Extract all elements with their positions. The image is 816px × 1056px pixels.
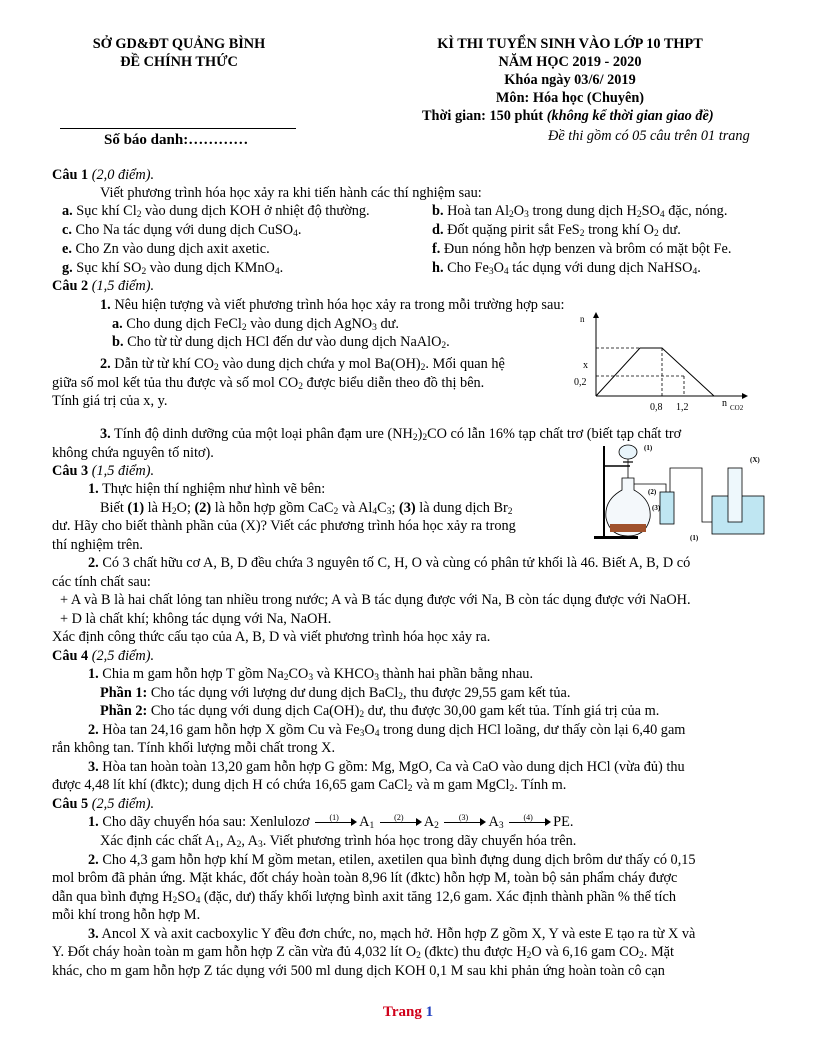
q5-part1-task: Xác định các chất $A_1$, $A_2$, $A_3$. Viết phương trình hóa học trong dãy chuyển hóa trên. [100,833,577,850]
q1-item-f: f. Đun nóng hỗn hợp benzen và brôm có mặt bột Fe. [432,241,732,257]
q4-part3-line2: được 4,48 lít khí (đktc); dung dịch H có chứa 16,65 gam CaCl$_2$ và m gam MgCl$_2$. Tính m. [52,777,567,794]
q3-part2-line4: + D là chất khí; không tác dụng với Na, NaOH. [60,611,332,627]
footer-page-word: Trang [382,1004,422,1020]
q1-item-d: d. Đốt quặng pirit sắt FeS$_2$ trong khí $O_2$ dư. [432,222,681,239]
q1-item-g: g. Sục khí $SO_2$ vào dung dịch KMnO$_4$. [62,260,284,277]
q5-heading: Câu 5 (2,5 điểm). [52,796,155,812]
q5-part2-line1: 2. Cho 4,3 gam hỗn hợp khí M gồm metan, etilen, axetilen qua bình đựng dung dịch brôm dư thấy có 0,15 [88,852,696,868]
stand-base [594,536,638,539]
q5-part1-chain: 1. Cho dãy chuyển hóa sau: Xenlulozơ (1) $A_1$ (2) $A_2$ (3) $A_3$ (4) PE. [88,813,574,831]
q1-item-h: h. Cho $Fe_3O_4$ tác dụng với dung dịch NaHSO$_4$. [432,260,701,277]
q2-part1: 1. Nêu hiện tượng và viết phương trình hóa học xảy ra trong mỗi trường hợp sau: [100,297,565,313]
q1-item-a: a. Sục khí $Cl_2$ vào dung dịch KOH ở nhiệt độ thường. [62,203,370,220]
q4-heading: Câu 4 (2,5 điểm). [52,648,155,664]
label-1: (1) [644,444,653,452]
exam-title: KÌ THI TUYỂN SINH VÀO LỚP 10 THPT [437,36,703,52]
q2-part3-line1: 3. Tính độ dinh dưỡng của một loại phân đạm ure $(NH_2)_2CO$ có lẫn 16% tạp chất trơ (biết tạp chất trơ [100,426,682,443]
chain-arrow-4: (4) [509,815,551,827]
q3-part2-line5: Xác định công thức cấu tạo của A, B, D và viết phương trình hóa học xảy ra. [52,629,491,645]
q1-item-e: e. Cho Zn vào dung dịch axit axetic. [62,241,270,257]
solid-mixture [610,524,646,532]
exam-subject: Môn: Hóa học (Chuyên) [495,90,645,106]
apparatus-figure [590,438,776,542]
graph-tick-x: x [583,360,588,371]
q4-part1-p1: Phần 1: Cho tác dụng với lượng dư dung dịch BaCl$_2$, thu được 29,55 gam kết tủa. [100,685,571,702]
chain-arrow-3: (3) [444,815,486,827]
q1-heading: Câu 1 (2,0 điểm). [52,167,155,183]
page-footer [0,1004,816,1021]
q3-part1-line2: Biết (1) là $H_2O$; (2) là hỗn hợp gồm CaC$_2$ và $Al_4C_3$; (3) là dung dịch $Br_2$ [100,500,513,517]
q3-part2-line1: 2. Có 3 chất hữu cơ A, B, D đều chứa 3 nguyên tố C, H, O và cùng có phân tử khối là 46. Biết A, B, D có [88,555,691,571]
q2-heading: Câu 2 (1,5 điểm). [52,278,155,294]
precipitate-graph [566,310,776,416]
q3-part2-line3: + A và B là hai chất lỏng tan nhiều trong nước; A và B tác dụng được với Na, B còn tác dụng được với NaOH. [60,592,691,608]
q3-part2-line2: các tính chất sau: [52,574,151,590]
q4-part2-line1: 2. Hòa tan 24,16 gam hỗn hợp X gồm Cu và $Fe_3O_4$ trong dung dịch HCl loãng, dư thấy còn lại 6,40 gam [88,722,686,739]
exam-year: NĂM HỌC 2019 - 2020 [498,54,642,70]
graph-x-label-sub: CO2 [730,404,744,412]
q2-part1-a: a. Cho dung dịch FeCl$_2$ vào dung dịch AgNO$_3$ dư. [112,316,399,333]
q5-part3-line3: khác, cho m gam hỗn hợp Z tác dụng với 500 ml dung dịch KOH 0,1 M sau khi phản ứng hoàn toàn cô cạn [52,963,665,979]
dropping-funnel [619,445,637,459]
q2-part1-b: b. Cho từ từ dung dịch HCl đến dư vào dung dịch NaAlO$_2$. [112,334,450,351]
exam-date: Khóa ngày 03/6/ 2019 [504,72,636,88]
graph-y-label: n [580,314,585,324]
wash-tube [660,492,674,524]
label-3: (3) [652,504,661,512]
graph-y-arrow [593,312,599,318]
q5-part2-line3: dẫn qua bình đựng $H_2SO_4$ (đặc, dư) thấy khối lượng bình axit tăng 12,6 gam. Xác định thành phần % thể tích [52,889,676,906]
q3-part1-line4: thí nghiệm trên. [52,537,143,553]
collection-tube [728,468,742,522]
label-x: (X) [750,456,760,464]
candidate-number: Số báo danh:………… [104,132,249,148]
graph-curve [596,348,714,396]
label-1b: (1) [690,534,699,542]
q1-intro: Viết phương trình hóa học xảy ra khi tiến hành các thí nghiệm sau: [100,185,482,201]
graph-tick-12: 1,2 [676,402,689,413]
graph-tick-02: 0,2 [574,377,587,388]
q4-part1: 1. Chia m gam hỗn hợp T gồm $Na_2CO_3$ và $KHCO_3$ thành hai phần bằng nhau. [88,666,534,683]
q2-part2-line3: Tính giá trị của x, y. [52,393,168,409]
chain-arrow-1: (1) [315,815,357,827]
label-2: (2) [648,488,657,496]
graph-x-arrow [742,393,748,399]
q3-part1: 1. Thực hiện thí nghiệm như hình vẽ bên: [88,481,326,497]
graph-x-label: n [722,398,727,409]
q3-part1-line3: dư. Hãy cho biết thành phần của (X)? Viết các phương trình hóa học xảy ra trong [52,518,516,534]
q1-item-c: c. Cho Na tác dụng với dung dịch CuSO$_4$. [62,222,302,239]
q2-part3-line2: không chứa nguyên tố nitơ). [52,445,214,461]
page-count-note: Đề thi gồm có 05 câu trên 01 trang [548,128,750,144]
q5-part2-line4: mỗi khí trong hỗn hợp M. [52,907,201,923]
exam-time: Thời gian: 150 phút (không kể thời gian giao đề) [422,108,714,124]
q3-heading: Câu 3 (1,5 điểm). [52,463,155,479]
footer-page-number: 1 [425,1004,434,1020]
chain-arrow-2: (2) [380,815,422,827]
q5-part2-line2: mol brôm đã phản ứng. Mặt khác, đốt cháy hoàn toàn 8,96 lít (đktc) hỗn hợp M, toàn bộ sản phẩm cháy được [52,870,678,886]
org-name: SỞ GD&ĐT QUẢNG BÌNH [92,36,266,52]
q5-part3-line2: Y. Đốt cháy hoàn toàn m gam hỗn hợp Z cần vừa đủ 4,032 lít $O_2$ (đktc) thu được $H_2O$ và 6,16 gam $CO_2$. Mặt [52,944,674,961]
q1-item-b: b. Hoà $\tan Al_2O_3$ trong dung dịch $H_2SO_4$ đặc, nóng. [432,203,728,220]
official-label: ĐỀ CHÍNH THỨC [120,54,238,70]
q4-part1-p2: Phần 2: Cho tác dụng với dung dịch $Ca(OH)_2$ dư, thu được 30,00 gam kết tủa. Tính giá trị của m. [100,703,660,720]
q5-part3-line1: 3. Ancol X và axit cacboxylic Y đều đơn chức, no, mạch hở. Hỗn hợp Z gồm X, Y và este E tạo ra từ X và [88,926,696,942]
q2-part2-line2: giữa số mol kết tủa thu được và số mol $CO_2$ được biểu diễn theo đồ thị bên. [52,375,485,392]
q4-part2-line2: rắn không tan. Tính khối lượng mỗi chất trong X. [52,740,336,756]
q2-part2-line1: 2. Dẫn từ từ khí $CO_2$ vào dung dịch chứa y mol $Ba(OH)_2$. Mối quan hệ [100,356,505,373]
q4-part3-line1: 3. Hòa tan hoàn toàn 13,20 gam hỗn hợp G gồm: Mg, MgO, Ca và CaO vào dung dịch HCl (vừa đủ) thu [88,759,685,775]
header-divider [60,128,296,129]
graph-tick-08: 0,8 [650,402,663,413]
